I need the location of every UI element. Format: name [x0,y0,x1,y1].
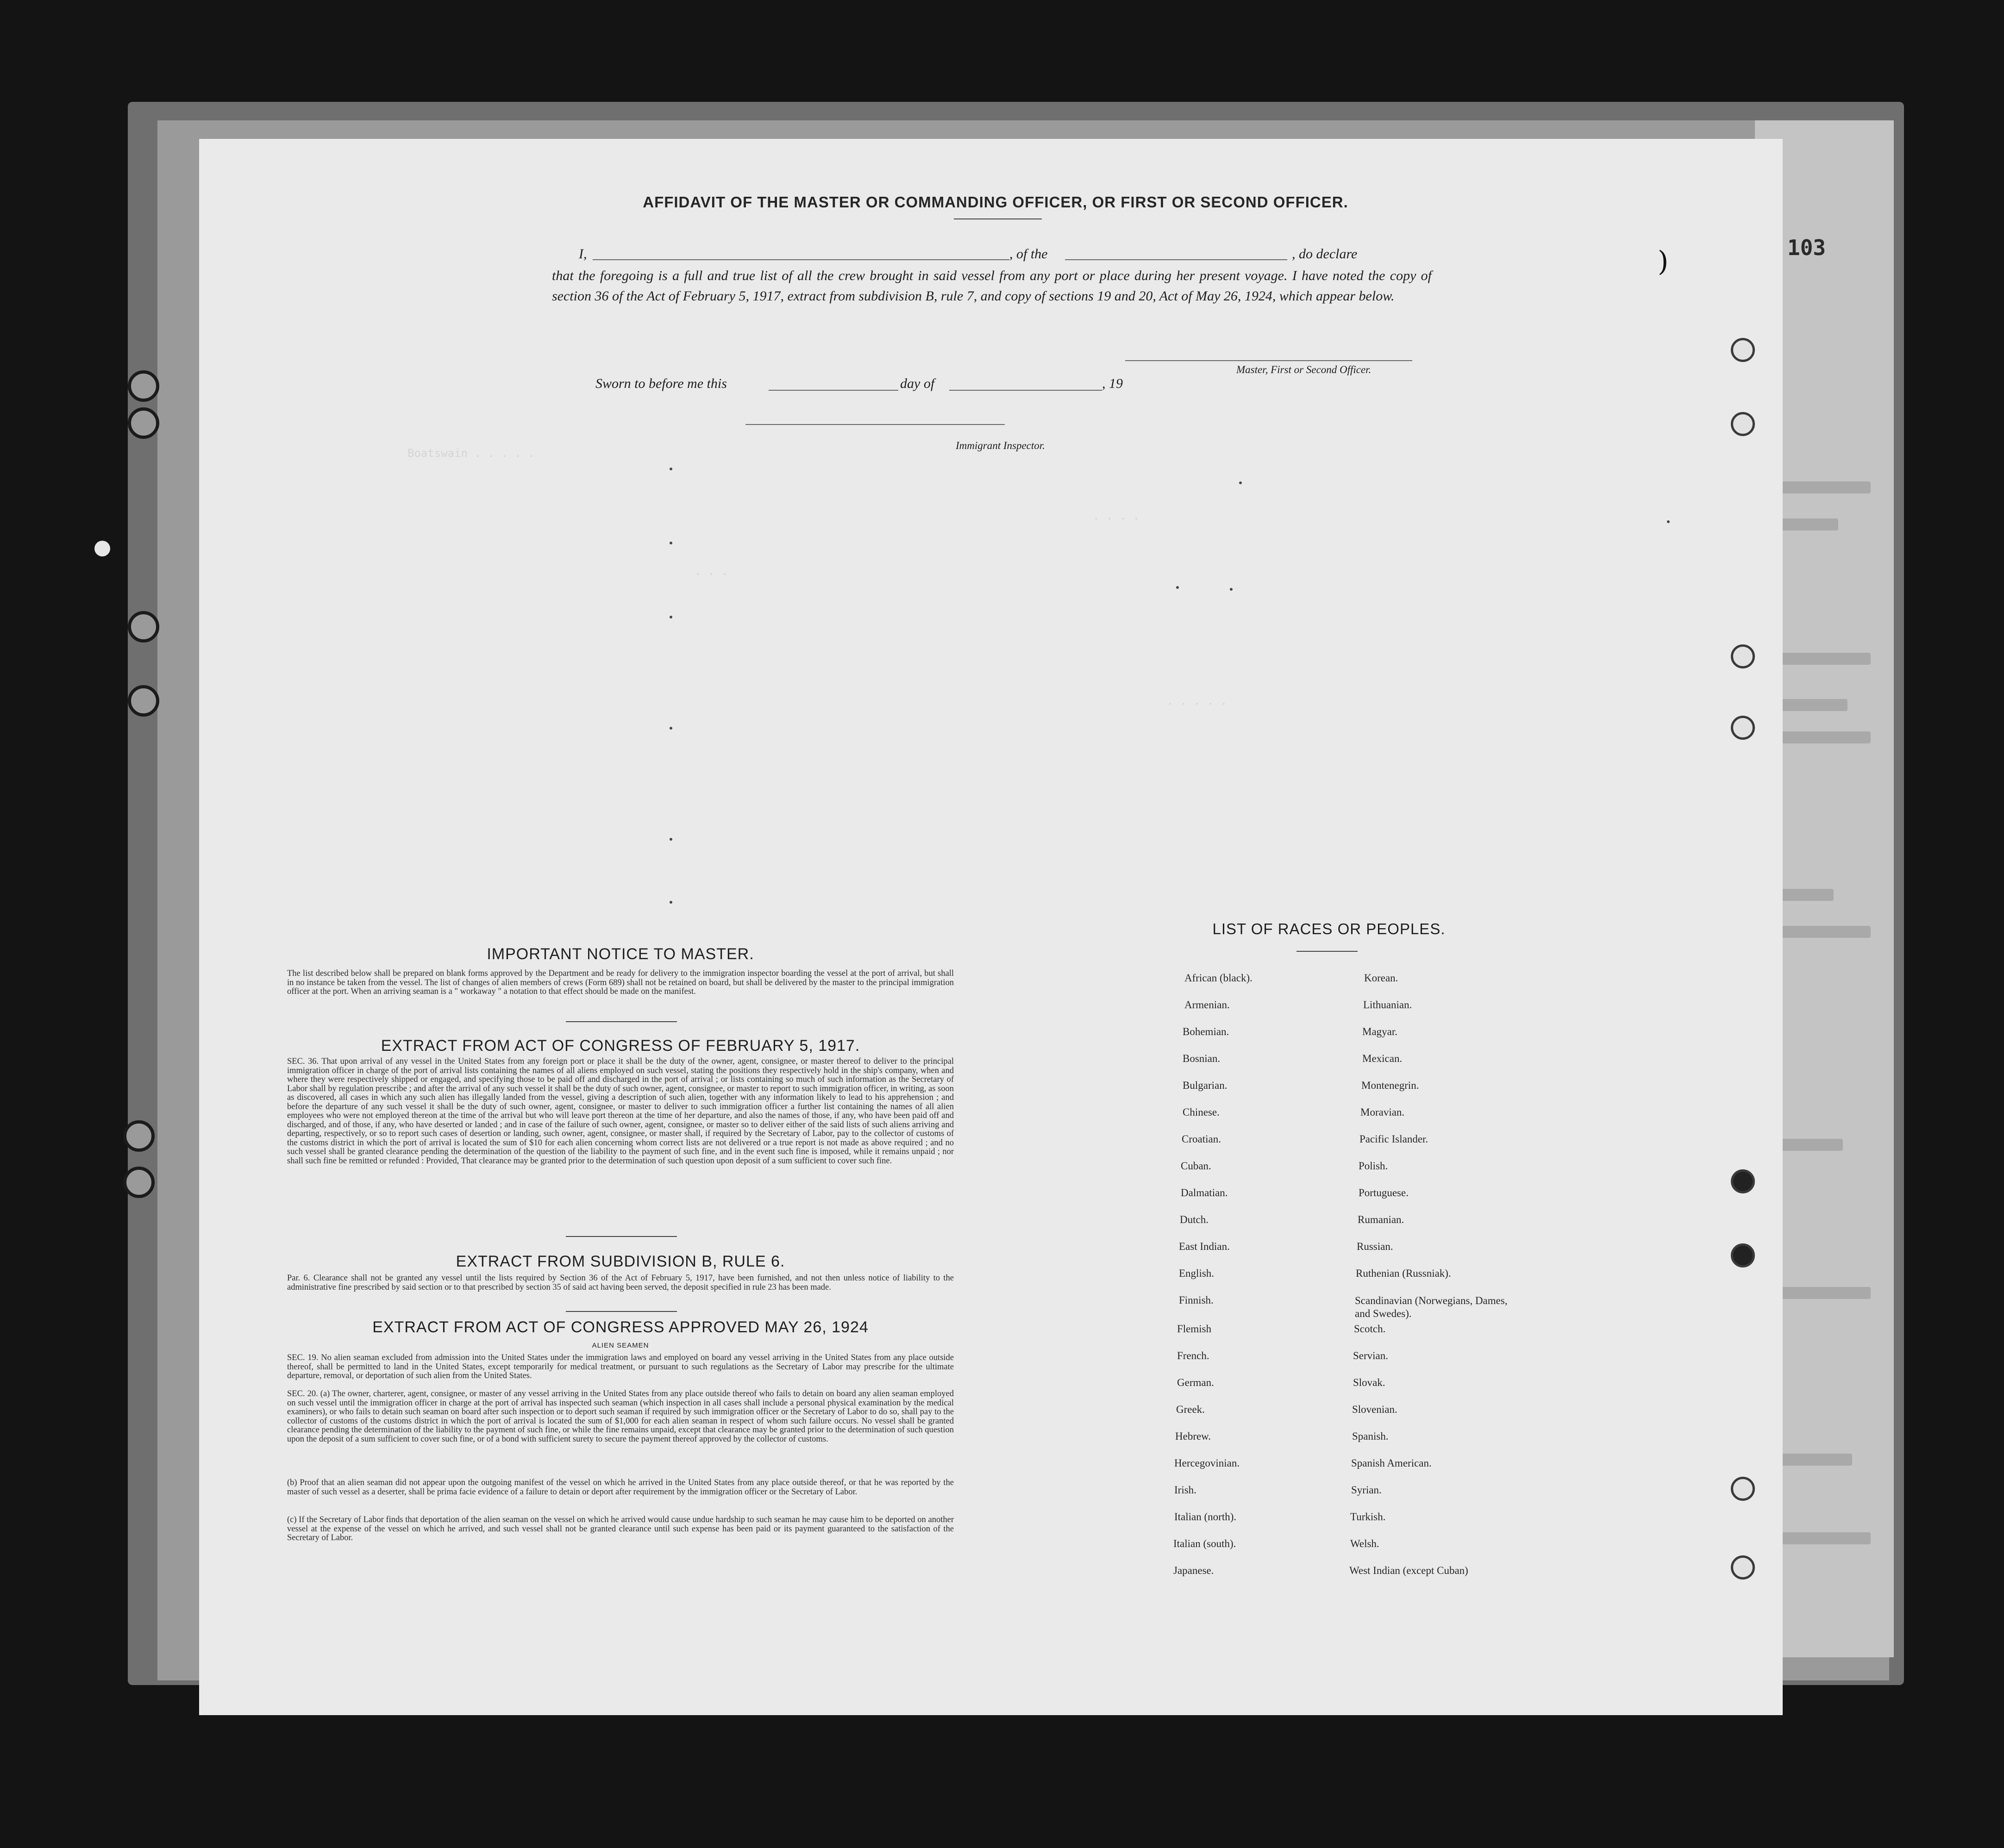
race-item: Pacific Islander. [1359,1133,1428,1145]
race-item: Welsh. [1350,1538,1379,1549]
race-item: Armenian. [1184,999,1230,1011]
race-item: Japanese. [1173,1565,1214,1576]
master-signature-line[interactable] [1125,360,1412,361]
race-item: Moravian. [1360,1106,1405,1118]
race-item: Dalmatian. [1181,1187,1228,1199]
races-title: LIST OF RACES OR PEOPLES. [1212,920,1446,937]
race-item: Bosnian. [1183,1053,1221,1064]
race-item: Greek. [1176,1404,1205,1415]
race-item: Irish. [1174,1484,1196,1496]
hand-mark: ) [1658,245,1669,278]
binder-ring [128,407,159,439]
race-item: Turkish. [1350,1511,1386,1523]
sworn-month-field[interactable] [949,390,1102,391]
punch-hole [1731,338,1755,362]
sworn-label: Sworn to before me this [595,376,727,391]
race-item: Polish. [1359,1160,1388,1172]
vessel-name-field[interactable] [1065,259,1287,260]
race-item: Slovak. [1353,1377,1385,1388]
punch-dot [94,541,110,556]
year-label: , 19 [1102,376,1123,391]
race-item: Ruthenian (Russniak). [1356,1267,1451,1279]
race-item: Scotch. [1354,1323,1386,1335]
extract-1924-title: EXTRACT FROM ACT OF CONGRESS APPROVED MAY 26, 1924 [372,1318,869,1336]
binder-ring [123,1167,155,1198]
race-item: Spanish. [1352,1430,1389,1442]
binder-ring [128,685,159,717]
race-item: Italian (north). [1174,1511,1237,1523]
race-item: Scandinavian (Norwegians, Dames, and Swedes). [1355,1295,1508,1319]
race-item: Hebrew. [1175,1430,1211,1442]
vessel-label: , of the [1009,246,1048,262]
extract-rule6-body: Par. 6. Clearance shall not be granted any vessel until the lists required by Section 36 of the Act of February 5, 1917, have been furnished, and not then unless notice of liability to the administrative fine prescribed by said section or to that prescribed by section 35 of said act having been served, the deposit specified in rule 23 has been made. [287,1274,954,1292]
binder-ring [128,611,159,643]
declarant-label: I, [579,246,587,262]
bleed-through-text: . . . . . [1167,694,1227,707]
section-divider [566,1236,677,1237]
extract-1924-subtitle: ALIEN SEAMEN [592,1342,649,1349]
race-item: Chinese. [1183,1106,1220,1118]
race-item: Spanish American. [1351,1457,1432,1469]
declare-label: , do declare [1292,246,1358,262]
race-item: French. [1177,1350,1209,1361]
inspector-signature-line[interactable] [745,424,1005,425]
race-item: Hercegovinian. [1174,1457,1240,1469]
section-divider [566,1021,677,1022]
extract-1924-sec20b: (b) Proof that an alien seaman did not appear upon the outgoing manifest of the vessel on which he arrived in the United States from any place outside thereof, or that he was reported by the master of such vessel as a deserter, shall be prima facie evidence of a failure to detain or deport after requirement by the immigration officer or the Secretary of Labor. [287,1478,954,1497]
race-item: Croatian. [1182,1133,1221,1145]
races-title-underline [1296,951,1358,952]
race-item: Portuguese. [1359,1187,1409,1199]
notice-title: IMPORTANT NOTICE TO MASTER. [487,945,754,963]
race-item: Flemish [1177,1323,1212,1335]
master-signature-caption: Master, First or Second Officer. [1236,364,1371,375]
section-divider [566,1311,677,1312]
day-of-label: day of [900,376,935,391]
punch-hole [1731,1169,1755,1193]
page-number: 103 [1787,235,1826,260]
extract-1917-body: SEC. 36. That upon arrival of any vessel in the United States from any foreign port or place it shall be the duty of the owner, agent, consignee, or master thereof to deliver to the principal immigration officer in charge of the port of arrival lists containing the names of all aliens employed on such vessel, stating the positions they respectively hold in the ship's company, when and where they were respectively shipped or engaged, and specifying those to be paid off and discharged in the port of arrival ; or lists containing so much of such information as the Secretary of Labor shall by regulation prescribe ; and after the arrival of any such vessel it shall be the duty of such owner, agent, consignee, or master to report to such immigration officer, in writing, as soon as discovered, all cases in which any such alien has illegally landed from the vessel, giving a description of such alien, together with any information likely to lead to his apprehension ; and before the departure of any such vessel it shall be the duty of such owner, agent, consignee, or master to deliver to such immigration officer a further list containing the names of all alien employees who were not employed thereon at the time of the arrival but who will leave port thereon at the time of her departure, and also the names of those, if any, who have been paid off and discharged, and of those, if any, who have deserted or landed ; and in case of the failure of such owner, agent, consignee, or master so to deliver either of the said lists of such aliens arriving and departing, respectively, or so to report such cases of desertion or landing, such owner, agent, consignee, or master shall, if required by the Secretary of Labor, pay to the collector of customs of the customs district in which the port of arrival is located the sum of $10 for each alien concerning whom correct lists are not delivered or a true report is not made as above required ; and no such vessel shall be granted clearance pending the determination of the question of the liability to the payment of such fine, and in the event such fine is imposed, while it remains unpaid ; nor shall such fine be remitted or refunded : Provided, That clearance may be granted prior to the determination of such question upon deposit of a sum sufficient to cover such fine. [287,1057,954,1166]
binder-ring [128,370,159,402]
race-item: Slovenian. [1352,1404,1397,1415]
punch-hole [1731,716,1755,740]
race-item: Mexican. [1362,1053,1403,1064]
race-item: Korean. [1364,972,1398,984]
bleed-through-text: Boatswain . . . . . [407,447,535,460]
extract-1924-sec19: SEC. 19. No alien seaman excluded from admission into the United States under the immigration laws and employed on board any vessel arriving in the United States from any place outside thereof, shall be permitted to land in the United States, except temporarily for medical treatment, or pursuant to such regulations as the Secretary of Labor may prescribe for the ultimate departure, removal, or deportation of such alien from the United States. [287,1353,954,1380]
punch-hole [1731,1477,1755,1501]
race-item: Montenegrin. [1361,1080,1419,1091]
race-item: Bulgarian. [1183,1080,1227,1091]
race-item: African (black). [1184,972,1252,984]
race-item: Bohemian. [1183,1026,1229,1037]
affidavit-statement: that the foregoing is a full and true list of all the crew brought in said vessel from any port or place during her present voyage. I have noted the copy of section 36 of the Act of February 5, 1917, extract from subdivision B, rule 7, and copy of sections 19 and 20, Act of May 26, 1924, which appear below. [552,268,1432,304]
punch-hole [1731,1555,1755,1580]
race-item: Russian. [1357,1241,1393,1252]
race-item: German. [1177,1377,1214,1388]
punch-hole [1731,644,1755,668]
race-item: West Indian (except Cuban) [1349,1565,1468,1576]
extract-rule6-title: EXTRACT FROM SUBDIVISION B, RULE 6. [456,1253,785,1270]
notice-body: The list described below shall be prepared on blank forms approved by the Department and be ready for delivery to the immigration inspector boarding the vessel at the port of arrival, but shall in no instance be taken from the vessel. The list of changes of alien members of crews (Form 689) shall not be retained on board, but shall be delivered by the master to the principal immigration officer at the port. When an arriving seaman is a " workaway " a notation to that effect should be made on the manifest. [287,969,954,996]
inspector-caption: Immigrant Inspector. [956,440,1045,451]
punch-hole [1731,412,1755,436]
extract-1917-title: EXTRACT FROM ACT OF CONGRESS OF FEBRUARY 5, 1917. [381,1037,860,1055]
declarant-name-field[interactable] [593,259,1009,260]
race-item: Syrian. [1351,1484,1382,1496]
bleed-through-text: . . . [695,565,728,578]
race-item: Magyar. [1362,1026,1398,1037]
extract-1924-sec20c: (c) If the Secretary of Labor finds that deportation of the alien seaman on the vessel on which he arrived would cause undue hardship to such seaman he may cause him to be deported on another vessel at the expense of the vessel on which he arrived, and such vessel shall not be granted clearance until such expense has been paid or its payment guaranteed to the satisfaction of the Secretary of Labor. [287,1515,954,1542]
race-item: Italian (south). [1173,1538,1236,1549]
affidavit-title: AFFIDAVIT OF THE MASTER OR COMMANDING OFFICER, OR FIRST OR SECOND OFFICER. [643,194,1348,211]
extract-1924-sec20a: SEC. 20. (a) The owner, charterer, agent, consignee, or master of any vessel arriving in the United States from any place outside thereof who fails to detain on board any alien seaman employed on such vessel until the immigration officer in charge at the port of arrival has inspected such seaman (which inspection in all cases shall include a personal physical examination by the medical examiners), or who fails to detain such seaman on board after such inspection or to deport such seaman if required by such immigration officer or the Secretary of Labor to do so, shall pay to the collector of customs of the customs district in which the port of arrival is located the sum of $1,000 for each alien seaman in respect of whom such failure occurs. No vessel shall be granted clearance pending the determination of the liability to the payment of such fine, or while the fine remains unpaid, except that clearance may be granted prior to the determination of such question upon the deposit of a sum sufficient to cover such fine, or of a bond with sufficient surety to secure the payment thereof approved by the collector of customs. [287,1389,954,1444]
race-item: Lithuanian. [1363,999,1412,1011]
race-item: Finnish. [1179,1294,1214,1306]
sworn-day-field[interactable] [769,390,898,391]
race-item: Rumanian. [1358,1214,1404,1225]
race-item: Servian. [1353,1350,1389,1361]
race-item: Dutch. [1180,1214,1209,1225]
race-item: Cuban. [1181,1160,1211,1172]
race-item: English. [1179,1267,1215,1279]
punch-hole [1731,1243,1755,1267]
bleed-through-text: . . . . [1093,509,1140,522]
race-item: East Indian. [1179,1241,1230,1252]
binder-ring [123,1120,155,1152]
